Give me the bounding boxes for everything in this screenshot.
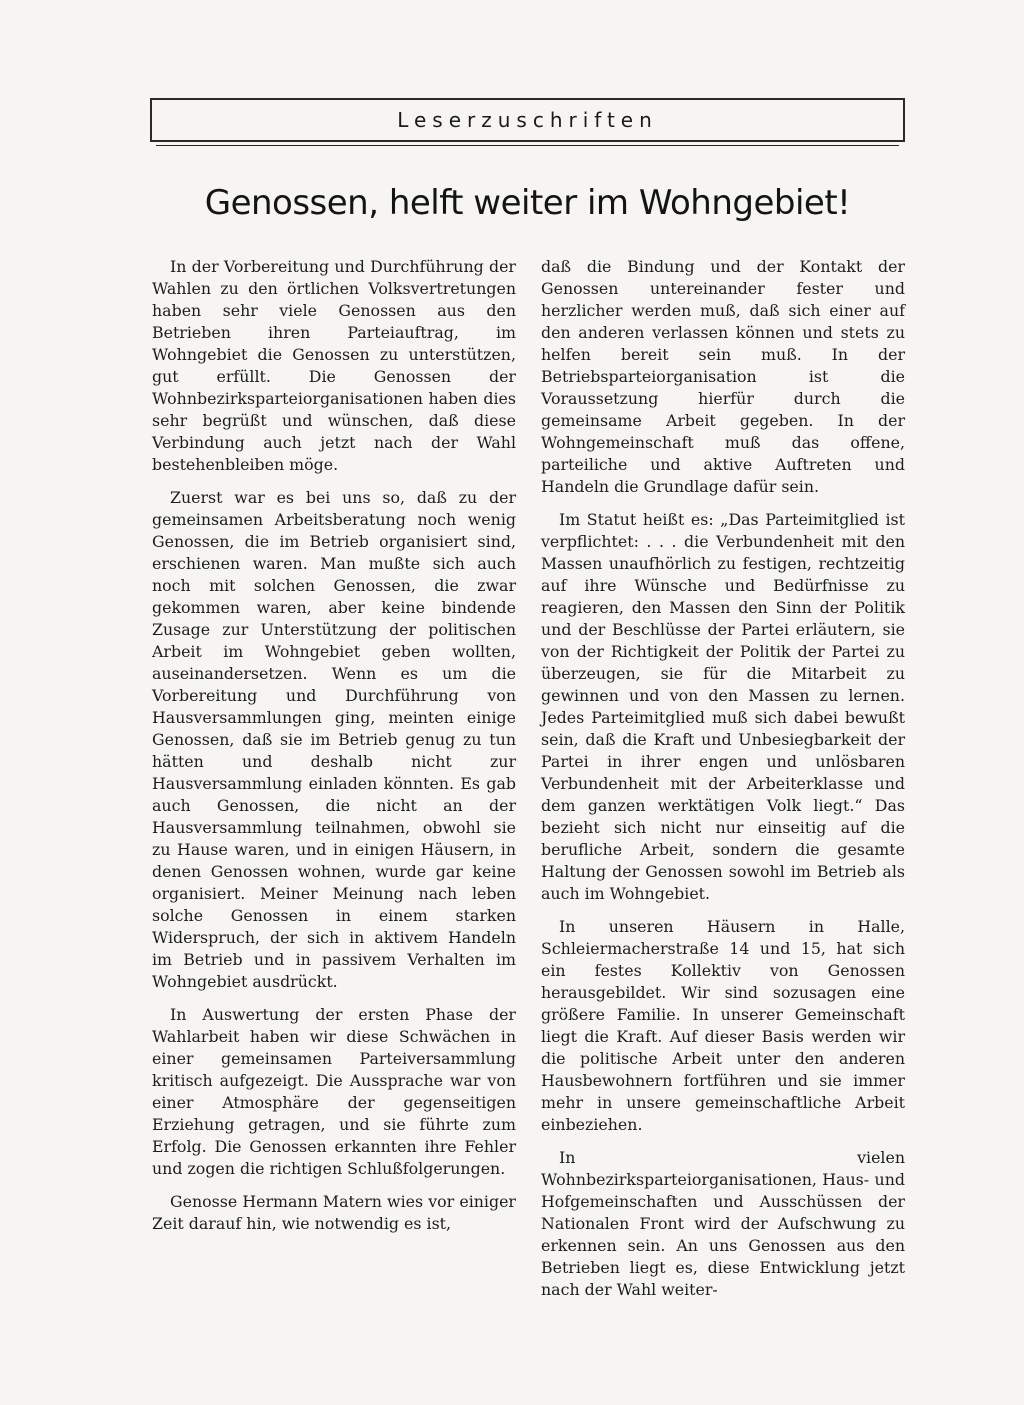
paragraph: In Auswertung der ersten Phase der Wahlarbeit haben wir diese Schwächen in einer gemeinsamen Parteiversammlung kritisch aufgezeigt. Die Aussprache war von einer Atmosphäre der gegenseitigen Erziehung getragen, und sie führte zum Erfolg. Die Genossen erkannten ihre Fehler und zogen die richtigen Schlußfolgerungen. [152, 1005, 516, 1178]
paragraph: In vielen Wohnbezirksparteiorganisationen, Haus- und Hofgemeinschaften und Ausschüssen der Nationalen Front wird der Aufschwung zu erkennen sein. An uns Genossen aus den Betrieben liegt es, diese Entwicklung jetzt nach der Wahl weiter- [541, 1148, 905, 1299]
article-title: Genossen, helft weiter im Wohngebiet! [204, 183, 851, 223]
right-column [541, 256, 905, 1312]
paragraph-continuation: daß die Bindung und der Kontakt der Genossen untereinander fester und herzlicher werden muß, daß sich einer auf den anderen verlassen können und stets zu helfen bereit sein muß. In der Betriebsparteiorganisation ist die Voraussetzung hierfür durch die gemeinsame Arbeit gegeben. In der Wohngemeinschaft muß das offene, parteiliche und aktive Auftreten und Handeln die Grundlage dafür sein. [541, 257, 905, 496]
paragraph: Genosse Hermann Matern wies vor einiger Zeit darauf hin, wie notwendig es ist, [152, 1192, 516, 1233]
paragraph: In unseren Häusern in Halle, Schleiermacherstraße 14 und 15, hat sich ein festes Kollektiv von Genossen herausgebildet. Wir sind sozusagen eine größere Familie. In unserer Gemeinschaft liegt die Kraft. Auf dieser Basis werden wir die politische Arbeit unter den anderen Hausbewohnern fortführen und sie immer mehr in unsere gemeinschaftliche Arbeit einbeziehen. [541, 917, 905, 1134]
paragraph: Im Statut heißt es: „Das Parteimitglied ist verpflichtet: . . . die Verbundenheit mit den Massen unaufhörlich zu festigen, rechtzeitig auf ihre Wünsche und Bedürfnisse zu reagieren, den Massen den Sinn der Politik und der Beschlüsse der Partei erläutern, sie von der Richtigkeit der Politik der Partei zu überzeugen, sie für die Mitarbeit zu gewinnen und von den Massen zu lernen. Jedes Parteimitglied muß sich dabei bewußt sein, daß die Kraft und Unbesiegbarkeit der Partei in ihrer engen und unlösbaren Verbundenheit mit der Arbeiterklasse und dem ganzen werktätigen Volk liegt.“ Das bezieht sich nicht nur einseitig auf die berufliche Arbeit, sondern die gesamte Haltung der Genossen sowohl im Betrieb als auch im Wohngebiet. [541, 510, 905, 903]
section-header-box [150, 98, 905, 142]
paragraph: In der Vorbereitung und Durchführung der Wahlen zu den örtlichen Volksvertretungen haben sehr viele Genossen aus den Betrieben ihren Parteiauftrag, im Wohngebiet die Genossen zu unterstützen, gut erfüllt. Die Genossen der Wohnbezirksparteiorganisationen haben dies sehr begrüßt und wünschen, daß diese Verbindung auch jetzt nach der Wahl bestehenbleiben möge. [152, 257, 516, 474]
section-label: Leserzuschriften [397, 108, 658, 132]
left-column [152, 256, 516, 1246]
paragraph: Zuerst war es bei uns so, daß zu der gemeinsamen Arbeitsberatung noch wenig Genossen, die im Betrieb organisiert sind, erschienen waren. Man mußte sich auch noch mit solchen Genossen, die zwar gekommen waren, aber keine bindende Zusage zur Unterstützung der politischen Arbeit im Wohngebiet geben wollten, auseinandersetzen. Wenn es um die Vorbereitung und Durchführung von Hausversammlungen ging, meinten einige Genossen, daß sie im Betrieb genug zu tun hätten und deshalb nicht zur Hausversammlung einladen könnten. Es gab auch Genossen, die nicht an der Hausversammlung teilnahmen, obwohl sie zu Hause waren, und in einigen Häusern, in denen Genossen wohnen, wurde gar keine organisiert. Meiner Meinung nach leben solche Genossen in einem starken Widerspruch, der sich in aktivem Handeln im Betrieb und in passivem Verhalten im Wohngebiet ausdrückt. [152, 488, 516, 991]
